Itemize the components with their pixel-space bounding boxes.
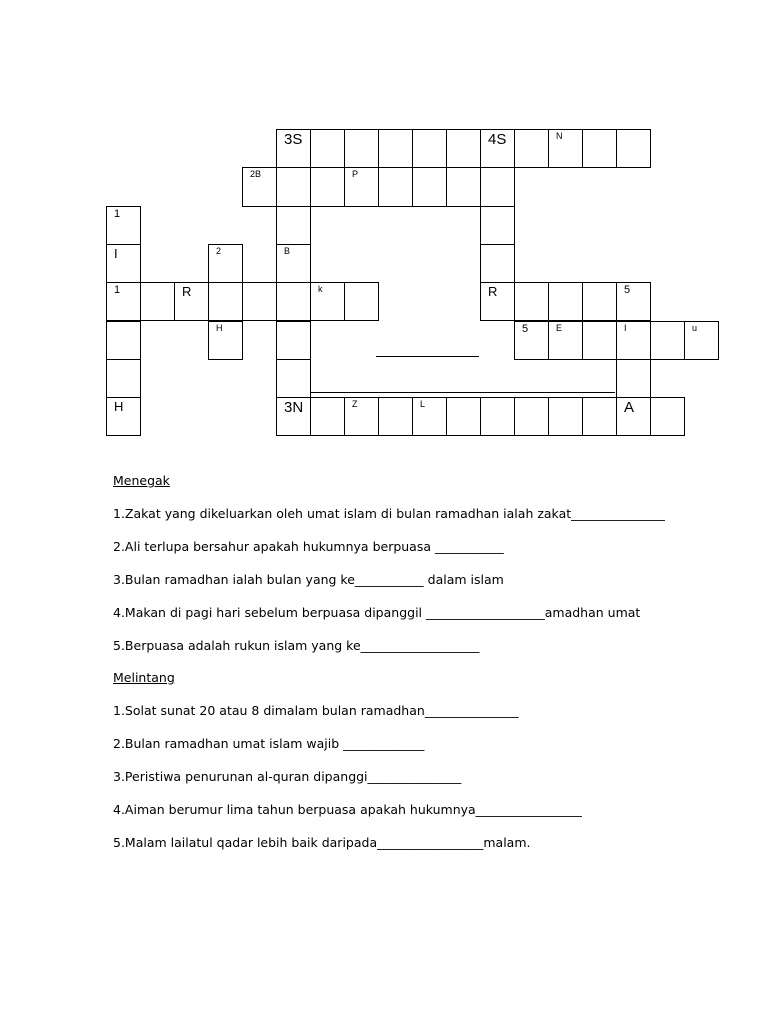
crossword-cell — [548, 129, 583, 168]
crossword-cell — [208, 244, 243, 283]
crossword-cell — [106, 244, 141, 283]
across-clue: 4.Aiman berumur lima tahun berpuasa apakah hukumnya_________________ — [113, 802, 582, 817]
cell-letter: 1 — [114, 207, 121, 220]
cell-letter: 5 — [624, 284, 631, 297]
cell-letter: N — [556, 131, 563, 141]
cell-letter: k — [318, 284, 323, 295]
crossword-cell — [582, 129, 617, 168]
cell-letter: L — [420, 399, 426, 410]
crossword-cell — [616, 129, 651, 168]
cell-letter: u — [692, 322, 698, 333]
crossword-cell — [276, 282, 311, 321]
across-clue: 1.Solat sunat 20 atau 8 dimalam bulan ramadhan_______________ — [113, 703, 519, 718]
down-clue: 1.Zakat yang dikeluarkan oleh umat islam di bulan ramadhan ialah zakat_______________ — [113, 506, 665, 521]
cell-letter: 2B — [250, 169, 262, 180]
cell-letter: B — [284, 245, 291, 256]
crossword-cell — [582, 282, 617, 321]
cell-letter: R — [182, 284, 192, 300]
crossword-cell — [310, 129, 345, 168]
crossword-cell — [514, 397, 549, 436]
across-clue: 5.Malam lailatul qadar lebih baik daripada_________________malam. — [113, 835, 531, 850]
crossword-cell — [106, 206, 141, 245]
crossword-cell — [412, 397, 447, 436]
grid-stroke — [376, 356, 479, 357]
down-clue: 5.Berpuasa adalah rukun islam yang ke___________________ — [113, 638, 480, 653]
crossword-cell — [208, 282, 243, 321]
crossword-cell — [106, 282, 141, 321]
cell-letter: 3N — [284, 399, 304, 417]
down-clue: 3.Bulan ramadhan ialah bulan yang ke___________ dalam islam — [113, 572, 504, 587]
crossword-cell — [344, 282, 379, 321]
crossword-cell — [548, 282, 583, 321]
cell-letter: 2 — [216, 245, 222, 256]
crossword-cell — [208, 321, 243, 360]
down-clue: 2.Ali terlupa bersahur apakah hukumnya berpuasa ___________ — [113, 539, 504, 554]
across-clue: 3.Peristiwa penurunan al-quran dipanggi_______________ — [113, 769, 462, 784]
crossword-cell — [378, 129, 413, 168]
crossword-cell — [378, 167, 413, 206]
crossword-cell — [242, 167, 277, 206]
crossword-cell — [446, 397, 481, 436]
crossword-cell — [276, 359, 311, 398]
crossword-cell — [446, 129, 481, 168]
crossword-cell — [310, 282, 345, 321]
crossword-cell — [480, 129, 515, 168]
across-heading: Melintang — [113, 670, 175, 685]
crossword-cell — [106, 321, 141, 360]
cell-letter: E — [556, 322, 563, 333]
cell-letter: 4S — [488, 131, 507, 148]
crossword-cell — [514, 282, 549, 321]
across-clue: 2.Bulan ramadhan umat islam wajib _____________ — [113, 736, 425, 751]
crossword-cell — [106, 397, 141, 436]
crossword-cell — [548, 321, 583, 360]
crossword-cell — [344, 397, 379, 436]
cell-letter: H — [216, 322, 223, 333]
crossword-cell — [616, 397, 651, 436]
crossword-cell — [378, 397, 413, 436]
crossword-cell — [276, 244, 311, 283]
crossword-cell — [616, 359, 651, 398]
down-heading: Menegak — [113, 473, 170, 488]
crossword-cell — [480, 397, 515, 436]
crossword-cell — [276, 397, 311, 436]
crossword-cell — [276, 206, 311, 245]
crossword-cell — [412, 167, 447, 206]
crossword-cell — [650, 321, 685, 360]
crossword-cell — [684, 321, 719, 360]
down-clue: 4.Makan di pagi hari sebelum berpuasa dipanggil ___________________amadhan umat — [113, 605, 641, 620]
crossword-cell — [480, 167, 515, 206]
cell-letter: R — [488, 284, 498, 300]
cell-letter: 1 — [114, 284, 121, 297]
crossword-cell — [480, 282, 515, 321]
crossword-cell — [242, 282, 277, 321]
cell-letter: 5 — [522, 322, 529, 335]
crossword-cell — [480, 206, 515, 245]
grid-stroke — [308, 392, 615, 393]
crossword-cell — [276, 129, 311, 168]
crossword-cell — [582, 397, 617, 436]
crossword-cell — [344, 129, 379, 168]
crossword-cell — [548, 397, 583, 436]
crossword-cell — [174, 282, 209, 321]
crossword-grid — [0, 0, 768, 460]
crossword-cell — [276, 321, 311, 360]
crossword-cell — [514, 129, 549, 168]
crossword-cell — [310, 167, 345, 206]
cell-letter: I — [624, 322, 627, 333]
cell-letter: P — [352, 169, 359, 180]
cell-letter: I — [114, 245, 118, 261]
cell-letter: Z — [352, 399, 358, 410]
crossword-cell — [412, 129, 447, 168]
crossword-cell — [344, 167, 379, 206]
crossword-cell — [616, 321, 651, 360]
crossword-cell — [650, 397, 685, 436]
crossword-cell — [514, 321, 549, 360]
crossword-cell — [616, 282, 651, 321]
cell-letter: H — [114, 399, 124, 415]
cell-letter: 3S — [284, 131, 303, 148]
crossword-cell — [582, 321, 617, 360]
crossword-cell — [276, 167, 311, 206]
crossword-cell — [140, 282, 175, 321]
crossword-cell — [480, 244, 515, 283]
crossword-cell — [106, 359, 141, 398]
cell-letter: A — [624, 399, 635, 417]
crossword-cell — [446, 167, 481, 206]
crossword-cell — [310, 397, 345, 436]
